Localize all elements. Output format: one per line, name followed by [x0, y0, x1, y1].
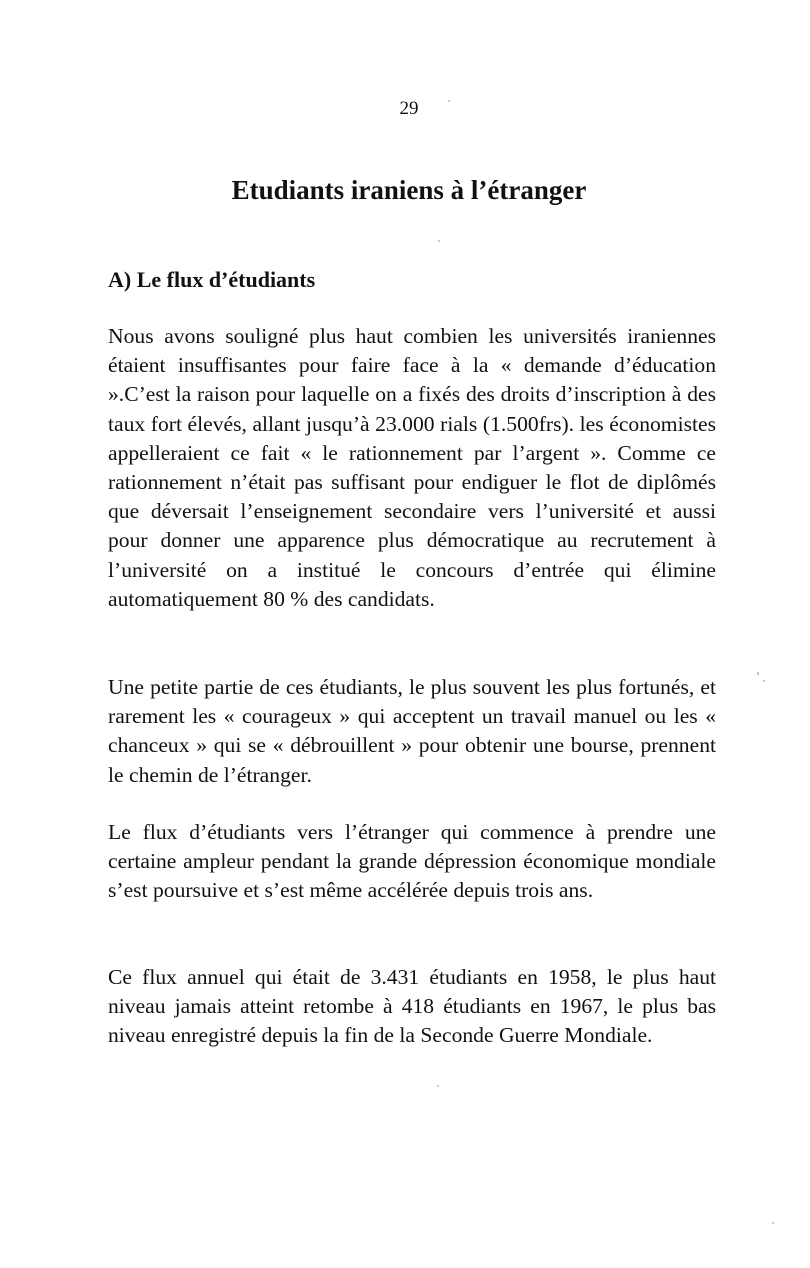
scan-speck [772, 1222, 774, 1224]
page-number: 29 [399, 98, 419, 119]
scan-speck [438, 240, 440, 242]
paragraph-4: Ce flux annuel qui était de 3.431 étudiants en 1958, le plus haut niveau jamais atteint retombe à 418 étudiants en 1967, le plus bas niveau enregistré depuis la fin de la Seconde Guerre Mondiale. [108, 965, 716, 1048]
paragraph-1: Nous avons souligné plus haut combien les universités iraniennes étaient insuffisantes pour faire face à la « demande d’éducation ».C’est la raison pour laquelle on a fixés des droits d’inscription à des taux fort élevés, allant jusqu’à 23.000 rials (1.500frs). les économistes appelleraient ce fait « le rationnement par l’argent ». Comme ce rationnement n’était pas suffisant pour endiguer le flot de diplômés que déversait l’enseignement secondaire vers l’université et aussi pour donner une apparence plus démocratique au recrutement à l’université on a institué le concours d’entrée qui élimine automatiquement 80 % des candidats. [108, 324, 716, 611]
scan-speck [757, 672, 759, 675]
paragraph-3: Le flux d’étudiants vers l’étranger qui commence à prendre une certaine ampleur pendant la grande dépression économique mondiale s’est poursuive et s’est même accélérée depuis trois ans. [108, 820, 716, 903]
scan-speck [448, 100, 450, 102]
paragraph-2: Une petite partie de ces étudiants, le plus souvent les plus fortunés, et rarement les « courageux » qui acceptent un travail manuel ou les « chanceux » qui se « débrouillent » pour obtenir une bourse, prennent le chemin de l’étranger. [108, 675, 716, 787]
section-heading: A) Le flux d’étudiants [108, 267, 316, 292]
scan-speck [763, 680, 765, 682]
scan-speck [437, 1085, 439, 1087]
chapter-title: Etudiants iraniens à l’étranger [231, 175, 587, 205]
